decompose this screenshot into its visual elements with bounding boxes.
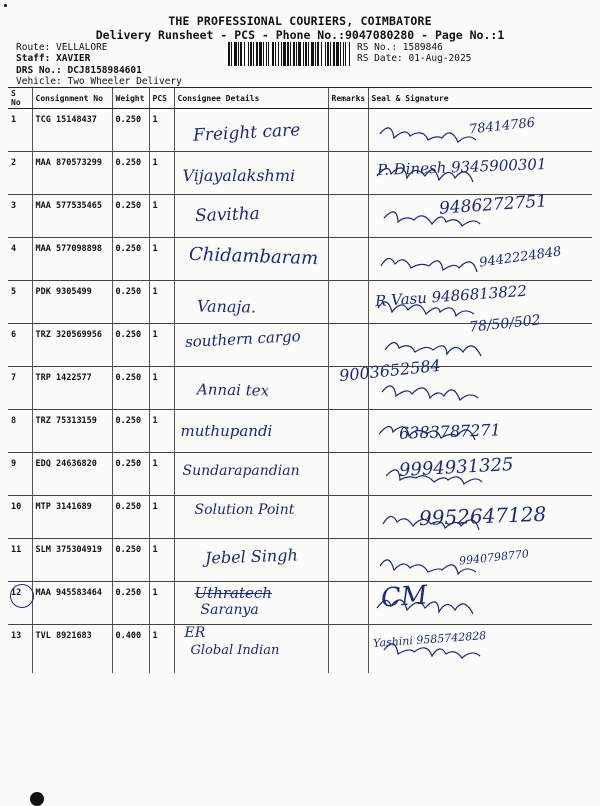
consignee-handwriting: Savitha (194, 203, 260, 227)
consignment-cell: MAA 577098898 (32, 238, 112, 281)
pcs-cell: 1 (149, 539, 174, 582)
table-row (8, 539, 592, 582)
consignee-cell (174, 539, 328, 582)
consignment-cell: TVL 8921683 (32, 625, 112, 674)
consignee-cell (174, 625, 328, 674)
pcs-cell: 1 (149, 238, 174, 281)
col-remarks: Remarks (328, 88, 368, 109)
consignee-cell (174, 238, 328, 281)
consignee-cell (174, 582, 328, 625)
scan-mark (30, 792, 44, 806)
pcs-cell: 1 (149, 453, 174, 496)
signature-cell (368, 496, 592, 539)
pcs-cell: 1 (149, 625, 174, 674)
signature-cell (368, 191, 592, 238)
consignee-cell (174, 152, 328, 195)
remarks-cell (328, 453, 368, 496)
consignee-handwriting: muthupandi (180, 422, 273, 440)
consignee-cell (174, 410, 328, 453)
pcs-cell: 1 (149, 195, 174, 238)
col-pcs: PCS (149, 88, 174, 109)
table-row (8, 324, 592, 367)
consignment-cell: TCG 15148437 (32, 109, 112, 152)
signature-cell (368, 109, 592, 152)
consignment-cell: TRZ 320569956 (32, 324, 112, 367)
consignee-handwriting: ER (184, 625, 206, 641)
consignee-handwriting: Solution Point (194, 502, 295, 518)
weight-cell: 0.250 (112, 496, 149, 539)
document-subtitle: Delivery Runsheet - PCS - Phone No.:9047080280 - Page No.:1 (95, 28, 505, 42)
consignment-cell: TRZ 75313159 (32, 410, 112, 453)
consignment-cell: PDK 9305499 (32, 281, 112, 324)
consignment-cell: MTP 3141689 (32, 496, 112, 539)
table-row (8, 152, 592, 195)
weight-cell: 0.400 (112, 625, 149, 674)
signature-handwriting: P. Dinesh 9345900301 (376, 155, 547, 179)
weight-cell: 0.250 (112, 195, 149, 238)
table-header-row (8, 88, 592, 109)
sno-cell: 1 (8, 109, 32, 152)
remarks-cell (328, 625, 368, 674)
barcode-icon (228, 42, 350, 66)
signature-cell (368, 453, 592, 496)
sno-cell: 13 (11, 631, 22, 641)
signature-handwriting: 6383787271 (398, 420, 501, 443)
remarks-cell (328, 496, 368, 539)
consignment-cell: MAA 870573299 (32, 152, 112, 195)
signature-handwriting: 78414786 (467, 115, 536, 138)
consignee-handwriting: Sundarapandian (182, 463, 300, 479)
signature-cell (368, 582, 592, 625)
sno-cell: 8 (8, 410, 32, 453)
sno-cell: 9 (8, 453, 32, 496)
weight-cell: 0.250 (112, 453, 149, 496)
vehicle-label: Vehicle: Two Wheeler Delivery (16, 76, 182, 87)
remarks-cell (328, 410, 368, 453)
signature-cell (337, 355, 592, 410)
consignee-cell (174, 109, 328, 152)
table-row (8, 109, 592, 152)
scan-mark (4, 4, 7, 7)
table-row (8, 195, 592, 238)
consignee-handwriting: Vanaja. (196, 296, 256, 317)
consignee-handwriting: Annai tex (196, 380, 269, 400)
remarks-cell (328, 238, 368, 281)
pcs-cell: 1 (149, 109, 174, 152)
remarks-cell (328, 152, 368, 195)
remarks-cell (328, 539, 368, 582)
signature-handwriting: 9486272751 (437, 191, 548, 219)
consignee-handwriting: southern cargo (184, 326, 301, 352)
weight-cell: 0.250 (112, 238, 149, 281)
weight-cell: 0.250 (112, 281, 149, 324)
pcs-cell: 1 (149, 367, 174, 410)
staff-label: Staff: XAVIER (16, 53, 91, 64)
signature-cell (368, 281, 592, 324)
consignment-cell: EDQ 24636820 (32, 453, 112, 496)
rs-number: RS No.: 1589846 (357, 42, 443, 53)
signature-handwriting: CM (379, 580, 429, 614)
signature-scribble (373, 328, 553, 364)
pcs-cell: 1 (149, 410, 174, 453)
consignee-cell (174, 195, 328, 238)
rs-date: RS Date: 01-Aug-2025 (357, 53, 472, 64)
consignee-cell (174, 281, 328, 324)
document-title: THE PROFESSIONAL COURIERS, COIMBATORE (168, 14, 432, 28)
table-row (8, 410, 592, 453)
weight-cell: 0.250 (112, 324, 149, 367)
sno-cell: 10 (8, 496, 32, 539)
pcs-cell: 1 (149, 496, 174, 539)
table-row (8, 625, 592, 674)
weight-cell: 0.250 (112, 109, 149, 152)
consignee-cell (174, 324, 328, 367)
signature-cell (368, 539, 592, 582)
table-row (8, 367, 592, 410)
weight-cell: 0.250 (112, 582, 149, 625)
sno-cell: 3 (8, 195, 32, 238)
sno-cell: 11 (8, 539, 32, 582)
signature-cell (368, 410, 592, 453)
remarks-cell (328, 195, 368, 238)
pcs-cell: 1 (149, 324, 174, 367)
col-sno: S No (8, 88, 32, 109)
runsheet-table (8, 87, 592, 673)
remarks-cell (328, 582, 368, 625)
consignment-cell: SLM 375304919 (32, 539, 112, 582)
sno-cell: 2 (8, 152, 32, 195)
sno-cell: 12 (8, 582, 32, 625)
sno-cell: 5 (8, 281, 32, 324)
consignment-cell: TRP 1422577 (32, 367, 112, 410)
consignee-handwriting-2: Saranya (200, 602, 259, 618)
pcs-cell: 1 (149, 152, 174, 195)
col-weight: Weight (112, 88, 149, 109)
consignee-handwriting: Uthratech (194, 584, 272, 602)
signature-cell (368, 152, 592, 195)
signature-handwriting: 9994931325 (398, 454, 514, 481)
drs-number: DRS No.: DCJ8158984601 (16, 65, 142, 76)
table-row (8, 453, 592, 496)
signature-handwriting: 9952647128 (418, 501, 547, 531)
sno-cell: 6 (8, 324, 32, 367)
weight-cell: 0.250 (112, 367, 149, 410)
consignee-cell (174, 453, 328, 496)
table-row (8, 582, 592, 625)
signature-cell (368, 238, 592, 281)
remarks-cell (328, 281, 368, 324)
signature-handwriting: R Vasu 9486813822 (374, 281, 527, 311)
table-row (8, 238, 592, 281)
sno-cell: 7 (8, 367, 32, 410)
consignee-handwriting: Vijayalakshmi (182, 166, 296, 185)
consignment-cell: MAA 945583464 (32, 582, 112, 625)
pcs-cell: 1 (149, 582, 174, 625)
table-row (8, 496, 592, 539)
consignee-cell (174, 496, 328, 539)
signature-cell (368, 625, 592, 674)
signature-handwriting: 9442224848 (477, 244, 562, 271)
pcs-cell: 1 (149, 281, 174, 324)
signature-handwriting: 9003652584 (337, 355, 442, 386)
col-signature: Seal & Signature (368, 88, 592, 109)
col-consignee: Consignee Details (174, 88, 328, 109)
consignee-handwriting: Freight care (192, 120, 301, 146)
remarks-cell (328, 324, 368, 367)
signature-handwriting: 78/50/502 (467, 312, 541, 336)
consignee-handwriting: Jebel Singh (204, 545, 298, 568)
consignee-handwriting: Chidambaram (188, 243, 318, 270)
route-label: Route: VELLALORE (16, 42, 108, 53)
signature-handwriting: 9940798770 (458, 547, 529, 568)
remarks-cell (328, 109, 368, 152)
signature-handwriting: Yashini 9585742828 (372, 629, 487, 650)
weight-cell: 0.250 (112, 152, 149, 195)
consignee-cell (174, 367, 328, 410)
weight-cell: 0.250 (112, 410, 149, 453)
sno-cell: 4 (8, 238, 32, 281)
consignment-cell: MAA 577535465 (32, 195, 112, 238)
col-consignment: Consignment No (32, 88, 112, 109)
weight-cell: 0.250 (112, 539, 149, 582)
consignee-handwriting-2: Global Indian (190, 643, 280, 658)
circled-mark (10, 584, 34, 608)
